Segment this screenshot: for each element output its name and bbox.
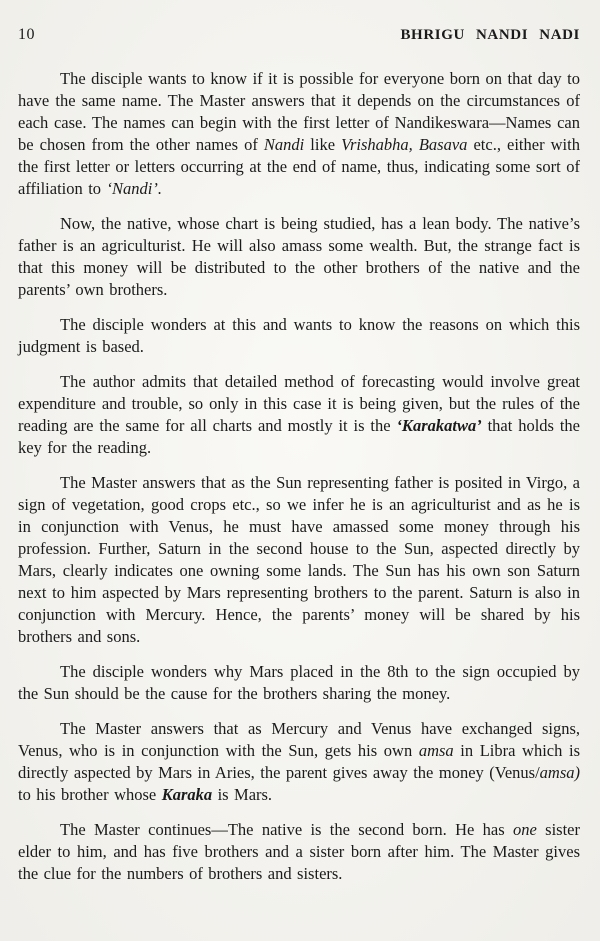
emphasis-run: Karaka (161, 785, 213, 804)
emphasis-run: ‘Karakatwa’ (396, 416, 482, 435)
paragraph (18, 314, 580, 358)
text-run: The Master answers that as Mercury and Venus have exchanged signs, Venus, who is in conjunction with the Sun, gets his own (18, 719, 580, 760)
paragraph (18, 661, 580, 705)
text-run: is Mars. (212, 785, 273, 804)
page-body (18, 68, 580, 885)
paragraph (18, 68, 580, 200)
running-head: BHRIGU NANDI NADI (400, 27, 580, 43)
text-run: etc., either with the first letter or letters occurring at the end of name, thus, indicating some sort of affiliation to (18, 135, 580, 198)
paragraph (18, 213, 580, 301)
page-number: 10 (18, 26, 35, 43)
text-run: in Libra which is directly aspected by Mars in Aries, the parent gives away the money (Venus/ (18, 741, 580, 782)
page-header (18, 26, 580, 44)
text-run: that holds the key for the reading. (18, 416, 580, 457)
text-run: The disciple wonders at this and wants to know the reasons on which this judgment is based. (18, 315, 580, 356)
text-run: The Master continues—The native is the second born. He has (60, 820, 514, 839)
emphasis-run: Vrishabha, Basava (341, 135, 468, 154)
text-run: sister elder to him, and has five brothers and a sister born after him. The Master gives the clue for the numbers of brothers and sisters. (18, 820, 580, 883)
emphasis-run: amsa) (539, 763, 580, 782)
text-run: The author admits that detailed method of forecasting would involve great expenditure and trouble, so only in this case it is being given, but the rules of the reading are the same for all charts and mostly it is the (18, 372, 580, 435)
paragraph (18, 718, 580, 806)
text-run: The disciple wants to know if it is possible for everyone born on that day to have the same name. The Master answers that it depends on the circumstances of each case. The names can begin with the first letter of Nandikeswara—Names can be chosen from the other names of (18, 69, 580, 154)
text-run: to his brother whose (18, 785, 162, 804)
text-run: like (304, 135, 342, 154)
emphasis-run: amsa (418, 741, 454, 760)
paragraph (18, 472, 580, 648)
emphasis-run: ‘Nandi’. (106, 179, 162, 198)
text-run: The Master answers that as the Sun representing father is posited in Virgo, a sign of vegetation, good crops etc., so we infer he is an agriculturist and as he is in conjunction with Venus, he must have amassed some money through his profession. Further, Saturn in the second house to the Sun, aspected directly by Mars, clearly indicates one owning some lands. The Sun has his own son Saturn next to him aspected by Mars representing brothers to the parent. Saturn is also in conjunction with Mercury. Hence, the parents’ money will be shared by his brothers and sons. (18, 473, 580, 646)
text-run: The disciple wonders why Mars placed in the 8th to the sign occupied by the Sun should be the cause for the brothers sharing the money. (18, 662, 580, 703)
paragraph (18, 371, 580, 459)
text-run: Now, the native, whose chart is being studied, has a lean body. The native’s father is an agriculturist. He will also amass some wealth. But, the strange fact is that this money will be distributed to the other brothers of the native and the parents’ own brothers. (18, 214, 580, 299)
emphasis-run: one (513, 820, 537, 839)
emphasis-run: Nandi (263, 135, 305, 154)
paragraph (18, 819, 580, 885)
